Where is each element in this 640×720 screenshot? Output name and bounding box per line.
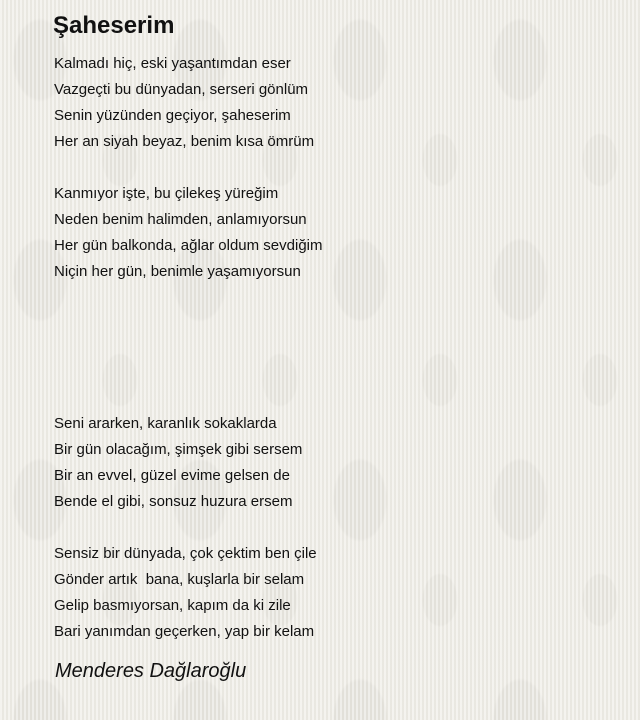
stanza-3 [54,411,302,515]
poem-line: Her an siyah beyaz, benim kısa ömrüm [54,133,315,150]
poem-line: Seni ararken, karanlık sokaklarda [54,415,277,432]
poem-line: Vazgeçti bu dünyadan, serseri gönlüm [54,81,309,98]
poem-line: Kanmıyor işte, bu çilekeş yüreğim [54,185,279,202]
poem-line: Bende el gibi, sonsuz huzura ersem [54,493,293,510]
stanza-2 [54,181,322,285]
poem-line: Gönder artık bana, kuşlarla bir selam [54,571,305,588]
poem-line: Neden benim halimden, anlamıyorsun [54,211,307,228]
poem-line: Niçin her gün, benimle yaşamıyorsun [54,263,301,280]
poem-line: Bir an evvel, güzel evime gelsen de [54,467,290,484]
poem-line: Her gün balkonda, ağlar oldum sevdiğim [54,237,323,254]
poem-line: Bari yanımdan geçerken, yap bir kelam [54,623,315,640]
poem-author: Menderes Dağlaroğlu [55,660,247,682]
stanza-4 [54,541,317,645]
poem-line: Sensiz bir dünyada, çok çektim ben çile [54,545,317,562]
poem-line: Gelip basmıyorsan, kapım da ki zile [54,597,291,614]
stanza-1 [54,51,314,155]
poem-line: Bir gün olacağım, şimşek gibi sersem [54,441,303,458]
poem-line: Senin yüzünden geçiyor, şaheserim [54,107,291,124]
poem-line: Kalmadı hiç, eski yaşantımdan eser [54,55,291,72]
poem-title: Şaheserim [53,12,175,39]
